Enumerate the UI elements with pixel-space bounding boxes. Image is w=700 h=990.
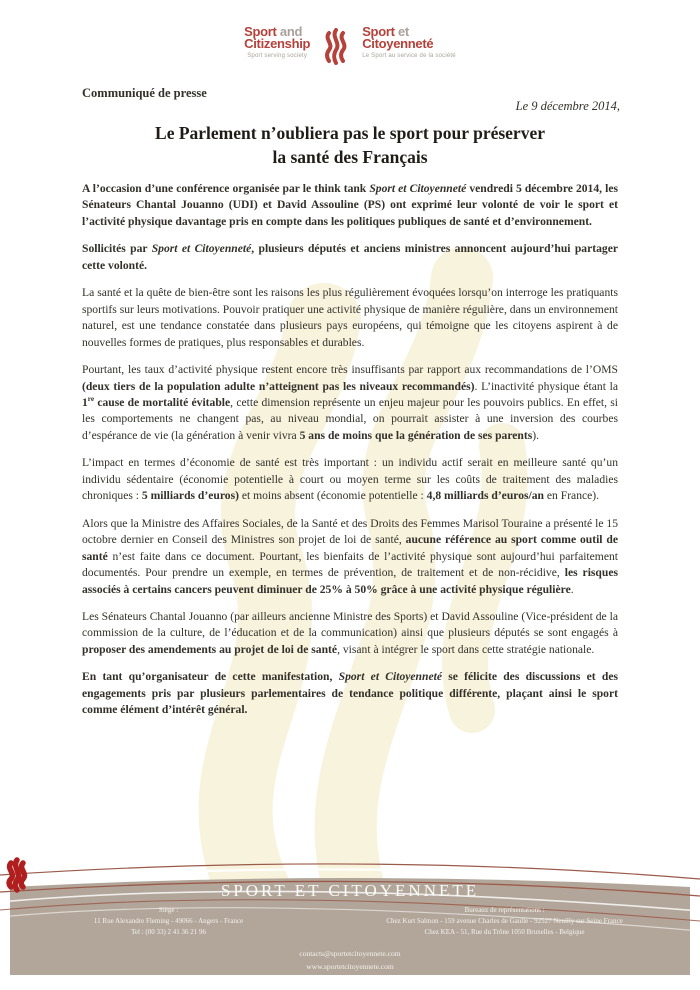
logo-sport-and-citizenship <box>244 26 310 59</box>
logo-left-word2: and <box>279 24 303 39</box>
paragraph: L’impact en termes d’économie de santé est très important : un individu actif serait en meilleure santé qu’un individu sédentaire (économie potentielle à court ou moyen terme sur les coûts de traitement des maladies chroniques : 5 milliards d’euros) et moins absent (économie potentielle : 4,8 milliards d’euros/an en France). <box>82 456 618 503</box>
footer-org-name: SPORT ET CITOYENNETE <box>220 881 480 900</box>
footer-website: www.sportetcitoyennete.com <box>306 961 394 971</box>
footer-bureaux-line1: Chez Kurt Salmon - 159 avenue Charles de Gaulle - 92527 Neuilly sur Seine France <box>386 916 623 925</box>
footer-siege <box>14 905 323 938</box>
paragraph: Sollicités par Sport et Citoyenneté, plusieurs députés et anciens ministres annoncent aujourd’hui partager cette volonté. <box>82 242 618 272</box>
title-line1: Le Parlement n’oubliera pas le sport pour préserver <box>155 123 545 143</box>
footer-columns <box>14 905 686 938</box>
paragraph: A l’occasion d’une conférence organisée par le think tank Sport et Citoyenneté vendredi 5 décembre 2014, les Sénateurs Chantal Jouanno (UDI) et David Assouline (PS) ont exprimé leur volonté de voir le sport et l’activité physique davantage pris en compte dans les politiques publiques de santé et d’environnement. <box>82 182 618 228</box>
paragraph: Alors que la Ministre des Affaires Sociales, de la Santé et des Droits des Femmes Marisol Touraine a présenté le 15 octobre dernier en Conseil des Ministres son projet de loi de santé, aucune référence au sport comme outil de santé n’est faite dans ce document. Pourtant, les bienfaits de l’activité physique sont aujourd’hui parfaitement documentés. Pour prendre un exemple, en termes de prévention, de traitement et de non-récidive, les risques associés à certains cancers peuvent diminuer de 25% à 50% grâce à une activité physique régulière. <box>82 516 618 596</box>
logo-left-line2: Citizenship <box>244 36 311 52</box>
footer-email: contacts@sportetcitoyennete.com <box>299 949 401 958</box>
footer-sss-wave-icon <box>0 855 34 893</box>
footer-siege-label: Siège : <box>158 906 179 914</box>
logo-left-tagline: Sport serving society <box>247 52 308 59</box>
paragraph: La santé et la quête de bien-être sont les raisons les plus régulièrement évoquées lorsqu’on interroge les pratiquants sportifs sur leurs motivations. Pouvoir pratiquer une activité physique de manière régulière, dans un environnement naturel, est une tendance constatée dans plusieurs pays européens, qui témoigne que les citoyens aspirent à de nouvelles formes de pratiques, plus responsables et durables. <box>82 286 618 349</box>
paragraph: Pourtant, les taux d’activité physique restent encore très insuffisants par rapport aux recommandations de l’OMS (deux tiers de la population adulte n’atteignent pas les niveaux recommandés). L’inactivité physique étant la 1re cause de mortalité évitable, cette dimension représente un enjeu majeur pour les pouvoirs publics. En effet, si les comportements ne changent pas, au niveau mondial, on pourrait assister à une inversion des courbes d’espérance de vie (la génération à venir vivra 5 ans de moins que la génération de ses parents). <box>82 363 618 442</box>
logo-right-tagline: Le Sport au service de la société <box>362 52 456 59</box>
logo-left-word1: Sport <box>244 24 277 39</box>
footer-contacts <box>0 948 700 974</box>
paragraph: En tant qu’organisateur de cette manifestation, Sport et Citoyenneté se félicite des discussions et des engagements pris par plusieurs parlementaires de tendance politique différente, plaçant ainsi le sport comme élément d’intérêt général. <box>82 670 618 717</box>
footer-bureaux-label: Bureaux de représentations : <box>464 906 545 914</box>
logo-sport-et-citoyennete <box>362 26 456 59</box>
title-line2: la santé des Français <box>272 146 428 167</box>
header-logos <box>0 26 700 65</box>
footer-bureaux <box>323 905 686 938</box>
footer-siege-tel: Tel : (00 33) 2 41 36 21 96 <box>131 927 207 936</box>
footer <box>0 855 700 990</box>
page-title <box>0 122 700 169</box>
paragraphs <box>82 181 618 730</box>
paragraph: Les Sénateurs Chantal Jouanno (par ailleurs ancienne Ministre des Sports) et David Assouline (Vice-président de la commission de la culture, de l’éducation et de la communication) ainsi que plusieurs députés se sont engagés à proposer des amendements au projet de loi de santé, visant à intégrer le sport dans cette stratégie nationale. <box>82 609 618 656</box>
logo-right-line2: Citoyenneté <box>362 36 434 52</box>
dateline: Le 9 décembre 2014, <box>515 99 620 113</box>
sss-wave-icon <box>323 27 349 65</box>
kicker-communique: Communiqué de presse <box>82 86 207 100</box>
logo-right-word2: et <box>397 24 409 39</box>
footer-bureaux-line2: Chez KEA - 51, Rue du Trône 1050 Bruxelles - Belgique <box>424 927 585 936</box>
logo-right-word1: Sport <box>362 24 395 39</box>
footer-siege-address: 11 Rue Alexandre Fleming - 49066 - Angers - France <box>93 916 244 925</box>
